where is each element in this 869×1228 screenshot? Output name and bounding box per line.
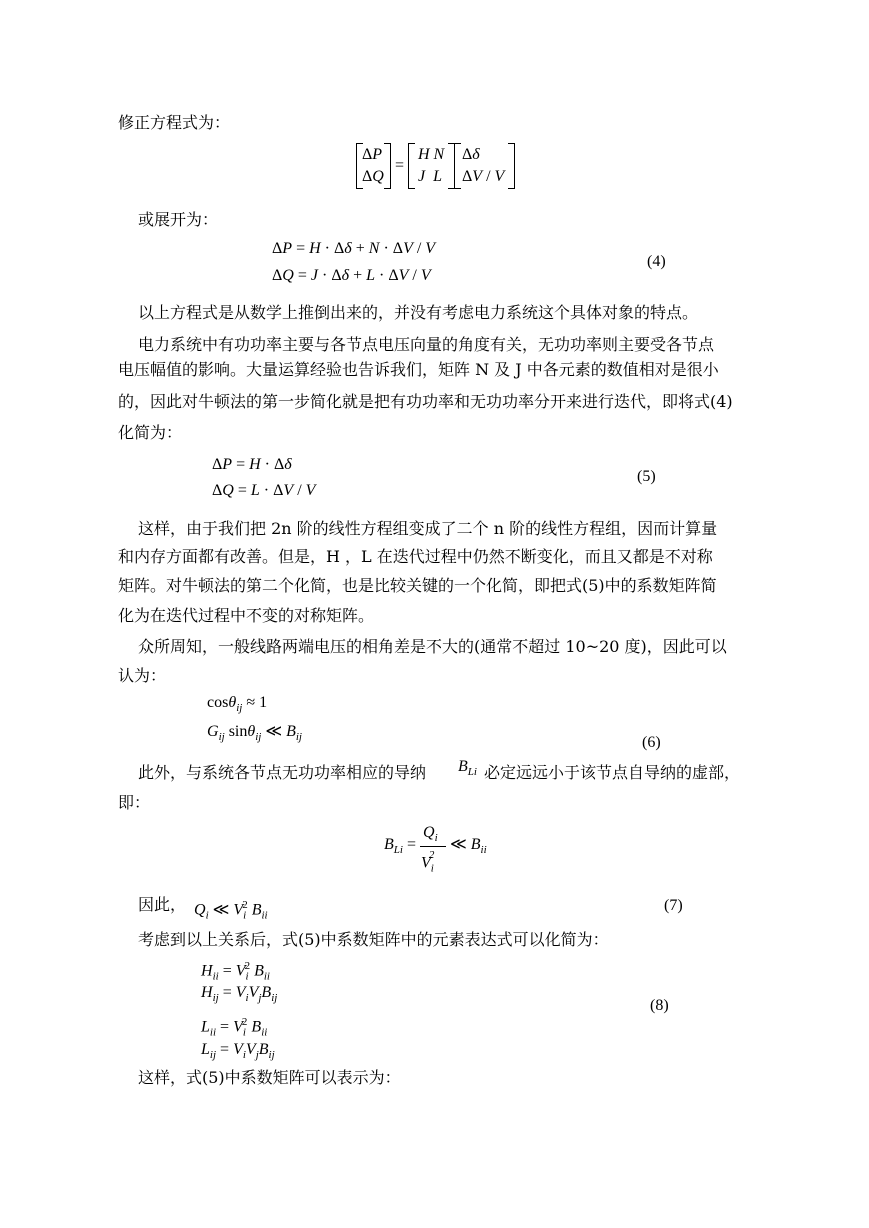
text-line: 电压幅值的影响。大量运算经验也告诉我们，矩阵 N 及 J 中各元素的数值相对是很小 (118, 360, 719, 379)
text-line: 矩阵。对牛顿法的第二个化简，也是比较关键的一个化简，即把式(5)中的系数矩阵简 (118, 576, 717, 595)
text-line: 这样，式(5)中系数矩阵可以表示为： (138, 1068, 401, 1087)
text-line: 认为： (118, 666, 167, 685)
equation-number: (4) (647, 253, 666, 270)
text-line: 或展开为： (138, 210, 219, 229)
text-line: 电力系统中有功功率主要与各节点电压向量的角度有关，无功功率则主要受各节点 (138, 335, 715, 354)
text-line: 的，因此对牛顿法的第一步简化就是把有功功率和无功功率分开来进行迭代，即将式(4) (118, 392, 733, 411)
text-line: 因此， (138, 895, 187, 914)
text-line: 考虑到以上关系后，式(5)中系数矩阵中的元素表达式可以化简为： (138, 930, 609, 949)
text-line: 化简为： (118, 423, 183, 442)
equation-number: (7) (664, 897, 683, 914)
text-line: 以上方程式是从数学上推倒出来的，并没有考虑电力系统这个具体对象的特点。 (138, 303, 699, 322)
text-line: 修正方程式为： (118, 113, 231, 132)
equation-number: (8) (650, 997, 669, 1014)
text-line: 和内存方面都有改善。但是，H ，L 在迭代过程中仍然不断变化，而且又都是不对称 (118, 547, 713, 566)
text-line: 众所周知，一般线路两端电压的相角差是不大的(通常不超过 10~20 度)，因此可以 (138, 637, 727, 656)
equation-number: (5) (637, 468, 656, 485)
text-line: 化为在迭代过程中不变的对称矩阵。 (118, 606, 375, 625)
text-line: 即： (118, 793, 151, 812)
equation-number: (6) (642, 734, 661, 751)
text-line: 这样，由于我们把 2n 阶的线性方程组变成了二个 n 阶的线性方程组，因而计算量 (138, 519, 718, 538)
